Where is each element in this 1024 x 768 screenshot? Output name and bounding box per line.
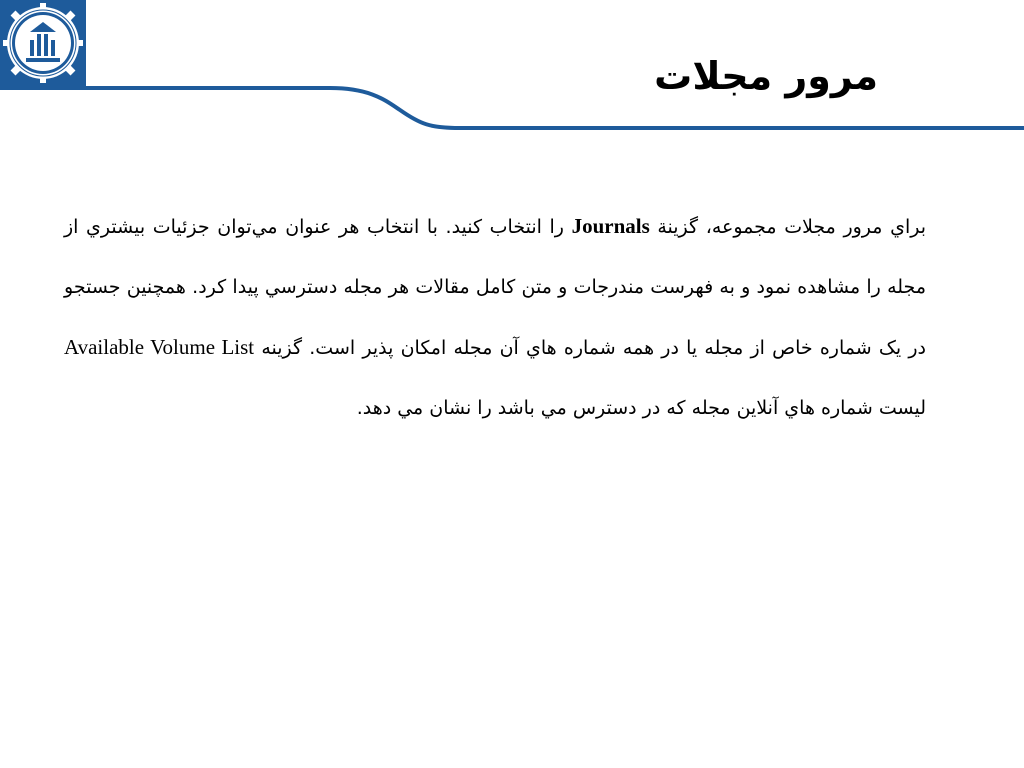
body-paragraph: [64, 196, 926, 438]
paragraph-part-3: ليست شماره هاي آنلاين مجله که در دسترس مي باشد را نشان مي دهد.: [356, 397, 926, 419]
paragraph-part-2: را انتخاب کنيد. با انتخاب هر عنوان مي‌توان جزئيات بيشتري از مجله را مشاهده نمود و به فهرست مندرجات و متن کامل مقالات هر مجله دسترسي پيدا کرد. همچنين جستجو در يک شماره خاص از مجله يا در همه شماره هاي آن مجله امکان پذير است. گزينه: [64, 216, 926, 359]
paragraph-part-1: براي مرور مجلات مجموعه، گزينة: [649, 216, 926, 238]
university-seal-icon: [0, 0, 86, 86]
journals-term: Journals: [571, 214, 650, 238]
available-volume-list-term: Available Volume List: [64, 335, 255, 359]
page-title: مرور مجلات: [654, 54, 878, 98]
